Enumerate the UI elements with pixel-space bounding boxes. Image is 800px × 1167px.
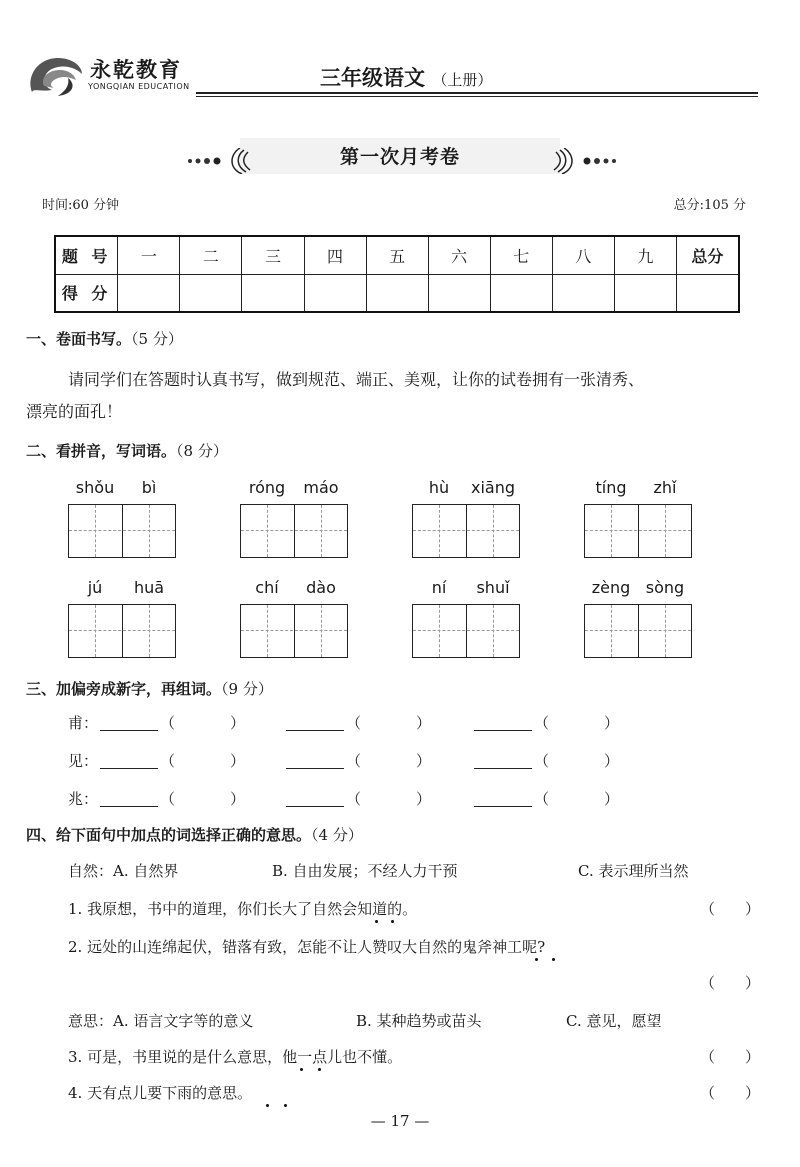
logo-text: 永乾教育 bbox=[90, 57, 182, 82]
definition-yisi-b: B. 某种趋势或苗头 bbox=[356, 1012, 482, 1030]
pinyin-label bbox=[68, 478, 178, 497]
grid-guide bbox=[611, 505, 612, 557]
question-3: 3. 可是，书里说的是什么意思，他一点儿也不懂。 bbox=[68, 1048, 403, 1066]
char-blank[interactable] bbox=[474, 716, 532, 731]
score-cell[interactable] bbox=[304, 274, 366, 312]
score-cell[interactable] bbox=[676, 274, 739, 312]
grid-guide bbox=[493, 505, 494, 557]
pinyin-label bbox=[584, 478, 694, 497]
writing-grid[interactable] bbox=[240, 504, 348, 558]
grid-divider bbox=[122, 505, 123, 557]
emphasis-dot bbox=[318, 1068, 321, 1071]
grid-guide bbox=[95, 505, 96, 557]
grid-guide bbox=[69, 530, 175, 531]
book-title bbox=[320, 62, 492, 92]
section-4-title bbox=[26, 824, 363, 845]
score-col-header: 七 bbox=[490, 236, 552, 274]
pinyin-label bbox=[240, 578, 350, 597]
grid-guide bbox=[95, 605, 96, 657]
section-2-points: （8 分） bbox=[176, 442, 228, 460]
section-1-heading: 一、卷面书写。 bbox=[26, 330, 132, 348]
score-col-header: 总分 bbox=[676, 236, 739, 274]
definition-ziran-c: C. 表示理所当然 bbox=[578, 862, 689, 880]
section-1-text-line2: 漂亮的面孔！ bbox=[26, 402, 123, 421]
grid-guide bbox=[585, 630, 691, 631]
char-blank[interactable] bbox=[100, 792, 158, 807]
answer-2[interactable]: （ ） bbox=[700, 974, 761, 992]
definition-ziran-b: B. 自由发展；不经人力干预 bbox=[272, 862, 458, 880]
char-blank[interactable] bbox=[100, 754, 158, 769]
grid-guide bbox=[241, 530, 347, 531]
pinyin-label bbox=[68, 578, 178, 597]
word-answer-space[interactable] bbox=[176, 788, 228, 806]
score-cell[interactable] bbox=[366, 274, 428, 312]
grid-divider bbox=[466, 505, 467, 557]
score-cell[interactable] bbox=[490, 274, 552, 312]
score-cell[interactable] bbox=[614, 274, 676, 312]
pinyin-syllable: bì bbox=[141, 478, 157, 497]
grid-guide bbox=[413, 530, 519, 531]
radical-char: 甫： bbox=[68, 714, 99, 732]
pinyin-syllable: máo bbox=[303, 478, 339, 497]
score-col-header: 四 bbox=[304, 236, 366, 274]
char-blank[interactable] bbox=[286, 716, 344, 731]
pinyin-syllable: huā bbox=[133, 578, 165, 597]
word-answer-space[interactable] bbox=[362, 788, 414, 806]
header-rule bbox=[196, 92, 758, 94]
grid-guide bbox=[439, 505, 440, 557]
emphasis-dot bbox=[391, 920, 394, 923]
score-cell[interactable] bbox=[428, 274, 490, 312]
pinyin-syllable: shǒu bbox=[75, 478, 115, 497]
grid-divider bbox=[122, 605, 123, 657]
question-4: 4. 天有点儿要下雨的意思。 bbox=[68, 1084, 253, 1102]
score-col-header: 三 bbox=[242, 236, 304, 274]
pinyin-syllable: jú bbox=[87, 578, 103, 597]
word-answer-space[interactable] bbox=[550, 712, 602, 730]
writing-grid[interactable] bbox=[68, 504, 176, 558]
grid-guide bbox=[149, 505, 150, 557]
char-blank[interactable] bbox=[474, 754, 532, 769]
paren-close: ） bbox=[230, 714, 246, 732]
score-table-score-row bbox=[55, 274, 739, 312]
paren-close: ） bbox=[230, 752, 246, 770]
score-col-header: 二 bbox=[180, 236, 242, 274]
paren-open: （ bbox=[534, 714, 550, 732]
grid-guide bbox=[267, 505, 268, 557]
score-cell[interactable] bbox=[118, 274, 180, 312]
char-blank[interactable] bbox=[474, 792, 532, 807]
grid-guide bbox=[149, 605, 150, 657]
grid-guide bbox=[611, 605, 612, 657]
section-3-title bbox=[26, 678, 273, 699]
pinyin-label bbox=[412, 478, 522, 497]
pinyin-syllable: zhǐ bbox=[653, 478, 677, 497]
section-1-title bbox=[26, 328, 183, 349]
grid-guide bbox=[69, 630, 175, 631]
grid-guide bbox=[321, 505, 322, 557]
word-answer-space[interactable] bbox=[176, 750, 228, 768]
paren-open: （ bbox=[346, 752, 362, 770]
radical-char: 兆： bbox=[68, 790, 99, 808]
grid-divider bbox=[294, 605, 295, 657]
word-answer-space[interactable] bbox=[362, 750, 414, 768]
score-cell[interactable] bbox=[180, 274, 242, 312]
pinyin-syllable: sòng bbox=[645, 578, 685, 597]
word-answer-space[interactable] bbox=[550, 750, 602, 768]
grid-divider bbox=[638, 605, 639, 657]
definition-yisi-c: C. 意见，愿望 bbox=[566, 1012, 662, 1030]
word-answer-space[interactable] bbox=[176, 712, 228, 730]
book-title-main: 三年级语文 bbox=[320, 66, 425, 90]
writing-grid[interactable] bbox=[412, 604, 520, 658]
score-col-header: 八 bbox=[552, 236, 614, 274]
paren-close: ） bbox=[604, 752, 620, 770]
pinyin-syllable: dào bbox=[306, 578, 336, 597]
pinyin-syllable: róng bbox=[248, 478, 286, 497]
grid-guide bbox=[413, 630, 519, 631]
writing-grid[interactable] bbox=[240, 604, 348, 658]
definition-yisi-a: 意思：A. 语言文字等的意义 bbox=[68, 1012, 254, 1030]
paren-open: （ bbox=[160, 790, 176, 808]
pinyin-syllable: shuǐ bbox=[476, 578, 510, 597]
word-answer-space[interactable] bbox=[550, 788, 602, 806]
question-1: 1. 我原想，书中的道理，你们长大了自然会知道的。 bbox=[68, 900, 418, 918]
paren-open: （ bbox=[534, 752, 550, 770]
pinyin-syllable: zèng bbox=[591, 578, 631, 597]
grid-divider bbox=[294, 505, 295, 557]
grid-guide bbox=[493, 605, 494, 657]
score-col-header: 五 bbox=[366, 236, 428, 274]
pinyin-label bbox=[584, 578, 694, 597]
answer-1[interactable]: （ ） bbox=[700, 900, 761, 918]
score-table bbox=[54, 235, 740, 313]
emphasis-dot bbox=[300, 1068, 303, 1071]
pinyin-syllable: xiāng bbox=[470, 478, 515, 497]
header-rule-thin bbox=[196, 96, 758, 97]
section-1-points: （5 分） bbox=[131, 330, 183, 348]
definition-ziran-a: 自然：A. 自然界 bbox=[68, 862, 179, 880]
char-blank[interactable] bbox=[286, 792, 344, 807]
question-2: 2. 远处的山连绵起伏，错落有致，怎能不让人赞叹大自然的鬼斧神工呢? bbox=[68, 938, 546, 956]
grid-guide bbox=[321, 605, 322, 657]
pinyin-label bbox=[412, 578, 522, 597]
answer-3[interactable]: （ ） bbox=[700, 1048, 761, 1066]
score-col-header: 一 bbox=[118, 236, 180, 274]
grid-guide bbox=[585, 530, 691, 531]
score-row-label: 得 分 bbox=[55, 274, 118, 312]
grid-divider bbox=[638, 505, 639, 557]
emphasis-dot bbox=[266, 1104, 269, 1107]
emphasis-dot bbox=[284, 1104, 287, 1107]
grid-guide bbox=[665, 605, 666, 657]
char-blank[interactable] bbox=[286, 754, 344, 769]
grid-guide bbox=[267, 605, 268, 657]
paren-open: （ bbox=[346, 790, 362, 808]
section-3-heading: 三、加偏旁成新字，再组词。 bbox=[26, 680, 222, 698]
score-cell[interactable] bbox=[242, 274, 304, 312]
grid-guide bbox=[665, 505, 666, 557]
paren-open: （ bbox=[534, 790, 550, 808]
logo-swirl-icon bbox=[24, 52, 86, 100]
exam-time: 时间:60 分钟 bbox=[42, 198, 120, 213]
section-1-text-line1: 请同学们在答题时认真书写，做到规范、端正、美观，让你的试卷拥有一张清秀、 bbox=[68, 370, 645, 389]
writing-grid[interactable] bbox=[584, 504, 692, 558]
section-2-heading: 二、看拼音，写词语。 bbox=[26, 442, 177, 460]
answer-4[interactable]: （ ） bbox=[700, 1084, 761, 1102]
exam-title: 第一次月考卷 bbox=[339, 146, 460, 168]
char-blank[interactable] bbox=[100, 716, 158, 731]
paren-close: ） bbox=[230, 790, 246, 808]
grid-guide bbox=[439, 605, 440, 657]
score-cell[interactable] bbox=[552, 274, 614, 312]
section-4-points: （4 分） bbox=[311, 826, 363, 844]
score-table-label: 题 号 bbox=[55, 236, 118, 274]
logo-subtext: YONGQIAN EDUCATION bbox=[88, 82, 190, 91]
section-4-heading: 四、给下面句中加点的词选择正确的意思。 bbox=[26, 826, 312, 844]
writing-grid[interactable] bbox=[412, 504, 520, 558]
score-col-header: 九 bbox=[614, 236, 676, 274]
exam-total-score: 总分:105 分 bbox=[673, 198, 746, 213]
paren-close: ） bbox=[416, 752, 432, 770]
score-table-header-row bbox=[55, 236, 739, 274]
grid-guide bbox=[241, 630, 347, 631]
paren-open: （ bbox=[346, 714, 362, 732]
grid-divider bbox=[466, 605, 467, 657]
pinyin-syllable: ní bbox=[431, 578, 447, 597]
page-number: — 17 — bbox=[370, 1112, 430, 1130]
section-3-points: （9 分） bbox=[221, 680, 273, 698]
pinyin-syllable: hù bbox=[428, 478, 450, 497]
pinyin-syllable: tíng bbox=[595, 478, 627, 497]
score-col-header: 六 bbox=[428, 236, 490, 274]
radical-char: 见： bbox=[68, 752, 99, 770]
book-title-volume: （上册） bbox=[432, 71, 493, 89]
paren-open: （ bbox=[160, 714, 176, 732]
emphasis-dot bbox=[375, 920, 378, 923]
word-answer-space[interactable] bbox=[362, 712, 414, 730]
pinyin-label bbox=[240, 478, 350, 497]
paren-close: ） bbox=[604, 790, 620, 808]
emphasis-dot bbox=[552, 958, 555, 961]
writing-grid[interactable] bbox=[68, 604, 176, 658]
paren-close: ） bbox=[604, 714, 620, 732]
section-2-title bbox=[26, 440, 228, 461]
paren-close: ） bbox=[416, 714, 432, 732]
writing-grid[interactable] bbox=[584, 604, 692, 658]
emphasis-dot bbox=[535, 958, 538, 961]
paren-close: ） bbox=[416, 790, 432, 808]
pinyin-syllable: chí bbox=[255, 578, 279, 597]
paren-open: （ bbox=[160, 752, 176, 770]
